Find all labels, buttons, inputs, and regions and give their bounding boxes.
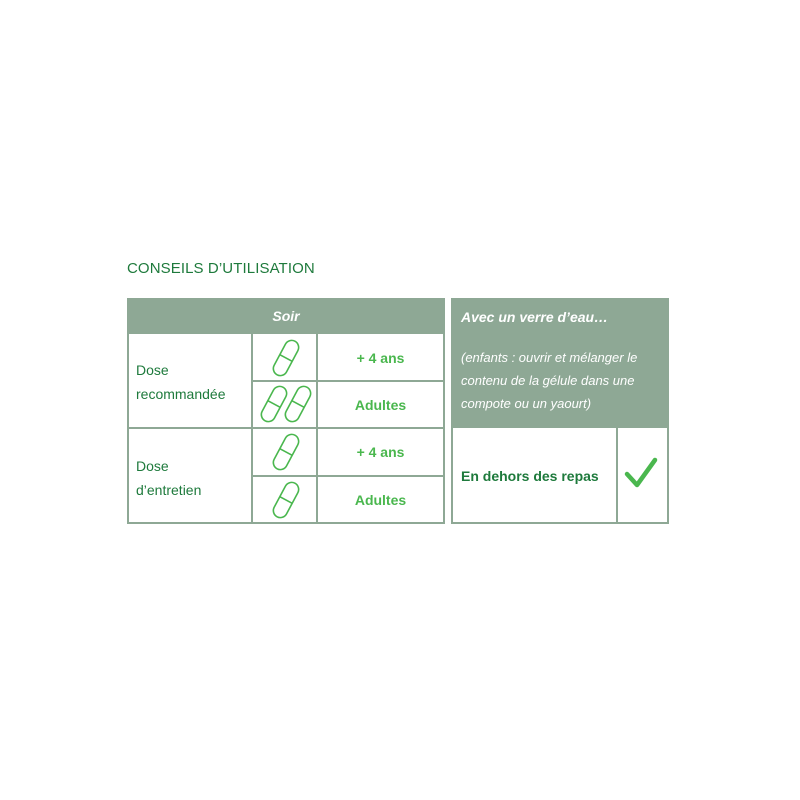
age-label: Adultes — [354, 397, 407, 413]
water-instruction: Avec un verre d’eau… — [461, 309, 609, 325]
capsule-icon — [271, 432, 301, 472]
age-label: + 4 ans — [356, 444, 405, 460]
age-label: Adultes — [354, 492, 407, 508]
capsule-icon — [283, 384, 313, 424]
soir-header — [129, 300, 443, 334]
row-divider — [251, 475, 443, 477]
age-label: + 4 ans — [356, 350, 405, 366]
column-divider — [616, 428, 618, 524]
capsule-icon — [271, 480, 301, 520]
dose-label-line2: recommandée — [136, 386, 226, 402]
dose-label-line1: Dose — [136, 362, 169, 378]
water-header — [453, 300, 667, 428]
dose-entretien-label — [136, 454, 201, 502]
soir-label: Soir — [272, 308, 300, 324]
meal-instruction: En dehors des repas — [461, 468, 599, 484]
dose-label-line2: d’entretien — [136, 482, 202, 498]
row-divider — [251, 380, 443, 382]
column-divider — [251, 334, 253, 524]
dosage-table — [127, 298, 445, 524]
row-divider — [129, 427, 443, 429]
capsule-icon — [271, 338, 301, 378]
dose-recommandee-label — [136, 358, 226, 406]
children-note: (enfants : ouvrir et mélanger le contenu de la gélule dans une compote ou un yaourt) — [461, 350, 638, 411]
dose-label-line1: Dose — [136, 458, 169, 474]
checkmark-icon — [623, 455, 659, 491]
instructions-panel — [451, 298, 669, 524]
section-title: CONSEILS D’UTILISATION — [127, 260, 315, 277]
